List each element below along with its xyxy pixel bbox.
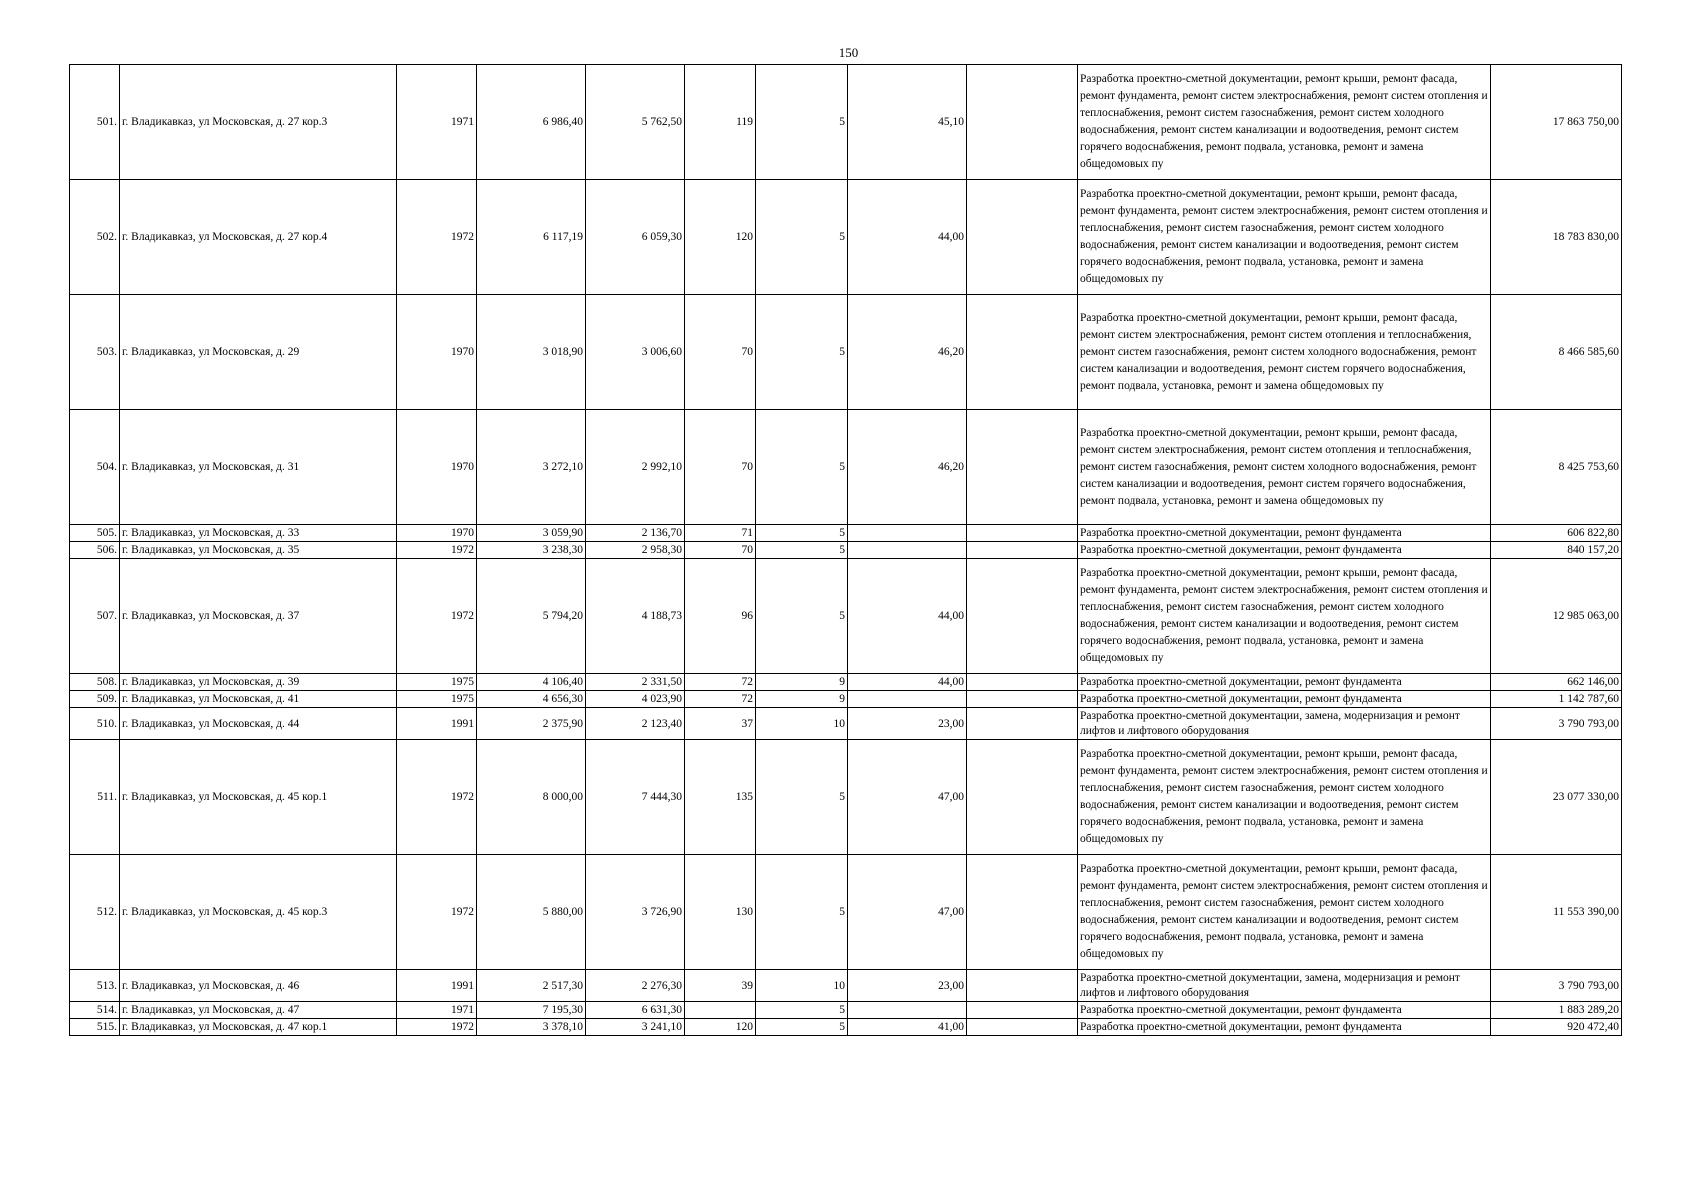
cell-living-area: 6 059,30 — [586, 180, 685, 295]
cell-floors: 5 — [756, 542, 848, 559]
cell-wear: 23,00 — [848, 708, 967, 740]
cell-year: 1972 — [397, 559, 477, 674]
cell-number: 515. — [70, 1019, 120, 1036]
cell-total-area: 4 106,40 — [477, 674, 586, 691]
cell-empty — [967, 855, 1078, 970]
cell-empty — [967, 295, 1078, 410]
housing-repair-table — [69, 64, 1622, 1036]
cell-year: 1972 — [397, 542, 477, 559]
cell-living-area: 2 958,30 — [586, 542, 685, 559]
cell-residents — [685, 1002, 756, 1019]
cell-number: 512. — [70, 855, 120, 970]
cell-empty — [967, 65, 1078, 180]
cell-cost: 11 553 390,00 — [1491, 855, 1622, 970]
cell-floors: 10 — [756, 970, 848, 1002]
cell-wear: 46,20 — [848, 295, 967, 410]
cell-works: Разработка проектно-сметной документации, ремонт крыши, ремонт фасада, ремонт фундамента, ремонт систем электроснабжения, ремонт систем отопления и теплоснабжения, ремонт систем газоснабжения, ремонт систем холодного водоснабжения, ремонт систем канализации и водоотведения, ремонт систем горячего водоснабжения, ремонт подвала, установка, ремонт и замена общедомовых пу — [1078, 559, 1491, 674]
cell-empty — [967, 970, 1078, 1002]
cell-floors: 5 — [756, 525, 848, 542]
cell-empty — [967, 180, 1078, 295]
cell-floors: 5 — [756, 855, 848, 970]
cell-year: 1975 — [397, 674, 477, 691]
cell-works: Разработка проектно-сметной документации, ремонт крыши, ремонт фасада, ремонт систем электроснабжения, ремонт систем отопления и теплоснабжения, ремонт систем газоснабжения, ремонт систем холодного водоснабжения, ремонт систем канализации и водоотведения, ремонт систем горячего водоснабжения, ремонт подвала, установка, ремонт и замена общедомовых пу — [1078, 410, 1491, 525]
cell-cost: 17 863 750,00 — [1491, 65, 1622, 180]
cell-wear — [848, 1002, 967, 1019]
cell-cost: 18 783 830,00 — [1491, 180, 1622, 295]
cell-living-area: 3 006,60 — [586, 295, 685, 410]
cell-wear: 46,20 — [848, 410, 967, 525]
cell-floors: 5 — [756, 180, 848, 295]
table-body — [70, 65, 1622, 1036]
cell-residents: 120 — [685, 1019, 756, 1036]
cell-residents: 70 — [685, 410, 756, 525]
cell-year: 1970 — [397, 525, 477, 542]
cell-living-area: 7 444,30 — [586, 740, 685, 855]
cell-living-area: 4 023,90 — [586, 691, 685, 708]
cell-number: 507. — [70, 559, 120, 674]
cell-residents: 130 — [685, 855, 756, 970]
cell-address: г. Владикавказ, ул Московская, д. 46 — [120, 970, 397, 1002]
table-row — [70, 65, 1622, 180]
cell-works: Разработка проектно-сметной документации, замена, модернизация и ремонт лифтов и лифтового оборудования — [1078, 708, 1491, 740]
cell-number: 510. — [70, 708, 120, 740]
cell-total-area: 2 517,30 — [477, 970, 586, 1002]
cell-floors: 9 — [756, 691, 848, 708]
cell-wear — [848, 542, 967, 559]
cell-floors: 5 — [756, 1002, 848, 1019]
cell-number: 501. — [70, 65, 120, 180]
table-row — [70, 674, 1622, 691]
cell-living-area: 5 762,50 — [586, 65, 685, 180]
cell-address: г. Владикавказ, ул Московская, д. 41 — [120, 691, 397, 708]
cell-cost: 920 472,40 — [1491, 1019, 1622, 1036]
cell-empty — [967, 740, 1078, 855]
table-row — [70, 740, 1622, 855]
cell-residents: 37 — [685, 708, 756, 740]
cell-residents: 70 — [685, 295, 756, 410]
cell-wear: 41,00 — [848, 1019, 967, 1036]
cell-total-area: 3 272,10 — [477, 410, 586, 525]
cell-wear — [848, 691, 967, 708]
cell-cost: 3 790 793,00 — [1491, 708, 1622, 740]
cell-empty — [967, 1002, 1078, 1019]
cell-cost: 8 425 753,60 — [1491, 410, 1622, 525]
cell-wear: 44,00 — [848, 180, 967, 295]
cell-living-area: 3 726,90 — [586, 855, 685, 970]
cell-living-area: 6 631,30 — [586, 1002, 685, 1019]
cell-total-area: 8 000,00 — [477, 740, 586, 855]
table-row — [70, 1019, 1622, 1036]
table-row — [70, 542, 1622, 559]
cell-wear: 44,00 — [848, 559, 967, 674]
cell-year: 1972 — [397, 740, 477, 855]
cell-empty — [967, 1019, 1078, 1036]
cell-works: Разработка проектно-сметной документации, ремонт фундамента — [1078, 542, 1491, 559]
cell-address: г. Владикавказ, ул Московская, д. 29 — [120, 295, 397, 410]
cell-living-area: 2 276,30 — [586, 970, 685, 1002]
cell-works: Разработка проектно-сметной документации, ремонт фундамента — [1078, 525, 1491, 542]
cell-wear — [848, 525, 967, 542]
cell-cost: 3 790 793,00 — [1491, 970, 1622, 1002]
cell-address: г. Владикавказ, ул Московская, д. 27 кор.4 — [120, 180, 397, 295]
cell-residents: 119 — [685, 65, 756, 180]
cell-living-area: 2 123,40 — [586, 708, 685, 740]
cell-floors: 5 — [756, 295, 848, 410]
cell-empty — [967, 708, 1078, 740]
cell-address: г. Владикавказ, ул Московская, д. 45 кор.3 — [120, 855, 397, 970]
cell-number: 509. — [70, 691, 120, 708]
cell-year: 1970 — [397, 410, 477, 525]
cell-floors: 5 — [756, 559, 848, 674]
cell-year: 1971 — [397, 1002, 477, 1019]
cell-cost: 840 157,20 — [1491, 542, 1622, 559]
table-row — [70, 525, 1622, 542]
table-row — [70, 691, 1622, 708]
cell-living-area: 2 331,50 — [586, 674, 685, 691]
cell-year: 1972 — [397, 180, 477, 295]
cell-number: 505. — [70, 525, 120, 542]
cell-number: 508. — [70, 674, 120, 691]
cell-year: 1975 — [397, 691, 477, 708]
cell-floors: 5 — [756, 740, 848, 855]
cell-works: Разработка проектно-сметной документации, ремонт крыши, ремонт фасада, ремонт систем электроснабжения, ремонт систем отопления и теплоснабжения, ремонт систем газоснабжения, ремонт систем холодного водоснабжения, ремонт систем канализации и водоотведения, ремонт систем горячего водоснабжения, ремонт подвала, установка, ремонт и замена общедомовых пу — [1078, 295, 1491, 410]
cell-cost: 1 142 787,60 — [1491, 691, 1622, 708]
cell-number: 503. — [70, 295, 120, 410]
cell-number: 513. — [70, 970, 120, 1002]
cell-cost: 23 077 330,00 — [1491, 740, 1622, 855]
table-row — [70, 855, 1622, 970]
cell-empty — [967, 410, 1078, 525]
cell-cost: 8 466 585,60 — [1491, 295, 1622, 410]
cell-address: г. Владикавказ, ул Московская, д. 47 кор.1 — [120, 1019, 397, 1036]
cell-residents: 71 — [685, 525, 756, 542]
page-number: 150 — [838, 45, 859, 60]
cell-living-area: 2 136,70 — [586, 525, 685, 542]
cell-cost: 1 883 289,20 — [1491, 1002, 1622, 1019]
table-row — [70, 708, 1622, 740]
cell-total-area: 5 794,20 — [477, 559, 586, 674]
table-row — [70, 295, 1622, 410]
cell-empty — [967, 691, 1078, 708]
cell-empty — [967, 542, 1078, 559]
cell-cost: 662 146,00 — [1491, 674, 1622, 691]
cell-total-area: 5 880,00 — [477, 855, 586, 970]
cell-cost: 606 822,80 — [1491, 525, 1622, 542]
cell-residents: 39 — [685, 970, 756, 1002]
table-row — [70, 410, 1622, 525]
cell-wear: 23,00 — [848, 970, 967, 1002]
cell-address: г. Владикавказ, ул Московская, д. 31 — [120, 410, 397, 525]
cell-total-area: 2 375,90 — [477, 708, 586, 740]
cell-number: 514. — [70, 1002, 120, 1019]
cell-empty — [967, 674, 1078, 691]
cell-year: 1991 — [397, 970, 477, 1002]
cell-number: 511. — [70, 740, 120, 855]
cell-works: Разработка проектно-сметной документации, ремонт фундамента — [1078, 674, 1491, 691]
cell-works: Разработка проектно-сметной документации, замена, модернизация и ремонт лифтов и лифтового оборудования — [1078, 970, 1491, 1002]
cell-empty — [967, 559, 1078, 674]
cell-residents: 120 — [685, 180, 756, 295]
cell-address: г. Владикавказ, ул Московская, д. 39 — [120, 674, 397, 691]
cell-floors: 5 — [756, 65, 848, 180]
cell-wear: 44,00 — [848, 674, 967, 691]
cell-floors: 5 — [756, 1019, 848, 1036]
cell-total-area: 7 195,30 — [477, 1002, 586, 1019]
cell-address: г. Владикавказ, ул Московская, д. 35 — [120, 542, 397, 559]
table-row — [70, 1002, 1622, 1019]
cell-address: г. Владикавказ, ул Московская, д. 44 — [120, 708, 397, 740]
cell-cost: 12 985 063,00 — [1491, 559, 1622, 674]
cell-works: Разработка проектно-сметной документации, ремонт фундамента — [1078, 1002, 1491, 1019]
cell-total-area: 3 238,30 — [477, 542, 586, 559]
cell-works: Разработка проектно-сметной документации, ремонт фундамента — [1078, 1019, 1491, 1036]
cell-residents: 72 — [685, 691, 756, 708]
cell-living-area: 4 188,73 — [586, 559, 685, 674]
cell-number: 506. — [70, 542, 120, 559]
cell-works: Разработка проектно-сметной документации, ремонт крыши, ремонт фасада, ремонт фундамента, ремонт систем электроснабжения, ремонт систем отопления и теплоснабжения, ремонт систем газоснабжения, ремонт систем холодного водоснабжения, ремонт систем канализации и водоотведения, ремонт систем горячего водоснабжения, ремонт подвала, установка, ремонт и замена общедомовых пу — [1078, 180, 1491, 295]
cell-works: Разработка проектно-сметной документации, ремонт крыши, ремонт фасада, ремонт фундамента, ремонт систем электроснабжения, ремонт систем отопления и теплоснабжения, ремонт систем газоснабжения, ремонт систем холодного водоснабжения, ремонт систем канализации и водоотведения, ремонт систем горячего водоснабжения, ремонт подвала, установка, ремонт и замена общедомовых пу — [1078, 65, 1491, 180]
cell-year: 1972 — [397, 855, 477, 970]
table-row — [70, 180, 1622, 295]
cell-address: г. Владикавказ, ул Московская, д. 47 — [120, 1002, 397, 1019]
cell-total-area: 3 018,90 — [477, 295, 586, 410]
cell-total-area: 3 059,90 — [477, 525, 586, 542]
cell-number: 504. — [70, 410, 120, 525]
cell-residents: 70 — [685, 542, 756, 559]
cell-floors: 10 — [756, 708, 848, 740]
table-row — [70, 970, 1622, 1002]
cell-year: 1991 — [397, 708, 477, 740]
cell-wear: 45,10 — [848, 65, 967, 180]
cell-residents: 96 — [685, 559, 756, 674]
cell-address: г. Владикавказ, ул Московская, д. 33 — [120, 525, 397, 542]
cell-living-area: 3 241,10 — [586, 1019, 685, 1036]
cell-year: 1971 — [397, 65, 477, 180]
cell-number: 502. — [70, 180, 120, 295]
cell-residents: 135 — [685, 740, 756, 855]
cell-empty — [967, 525, 1078, 542]
cell-wear: 47,00 — [848, 855, 967, 970]
cell-year: 1972 — [397, 1019, 477, 1036]
cell-wear: 47,00 — [848, 740, 967, 855]
cell-address: г. Владикавказ, ул Московская, д. 27 кор.3 — [120, 65, 397, 180]
table-row — [70, 559, 1622, 674]
cell-floors: 9 — [756, 674, 848, 691]
cell-total-area: 3 378,10 — [477, 1019, 586, 1036]
cell-floors: 5 — [756, 410, 848, 525]
cell-total-area: 6 117,19 — [477, 180, 586, 295]
cell-year: 1970 — [397, 295, 477, 410]
cell-total-area: 6 986,40 — [477, 65, 586, 180]
cell-works: Разработка проектно-сметной документации, ремонт крыши, ремонт фасада, ремонт фундамента, ремонт систем электроснабжения, ремонт систем отопления и теплоснабжения, ремонт систем газоснабжения, ремонт систем холодного водоснабжения, ремонт систем канализации и водоотведения, ремонт систем горячего водоснабжения, ремонт подвала, установка, ремонт и замена общедомовых пу — [1078, 740, 1491, 855]
cell-works: Разработка проектно-сметной документации, ремонт крыши, ремонт фасада, ремонт фундамента, ремонт систем электроснабжения, ремонт систем отопления и теплоснабжения, ремонт систем газоснабжения, ремонт систем холодного водоснабжения, ремонт систем канализации и водоотведения, ремонт систем горячего водоснабжения, ремонт подвала, установка, ремонт и замена общедомовых пу — [1078, 855, 1491, 970]
cell-residents: 72 — [685, 674, 756, 691]
cell-total-area: 4 656,30 — [477, 691, 586, 708]
cell-works: Разработка проектно-сметной документации, ремонт фундамента — [1078, 691, 1491, 708]
cell-living-area: 2 992,10 — [586, 410, 685, 525]
cell-address: г. Владикавказ, ул Московская, д. 45 кор.1 — [120, 740, 397, 855]
cell-address: г. Владикавказ, ул Московская, д. 37 — [120, 559, 397, 674]
